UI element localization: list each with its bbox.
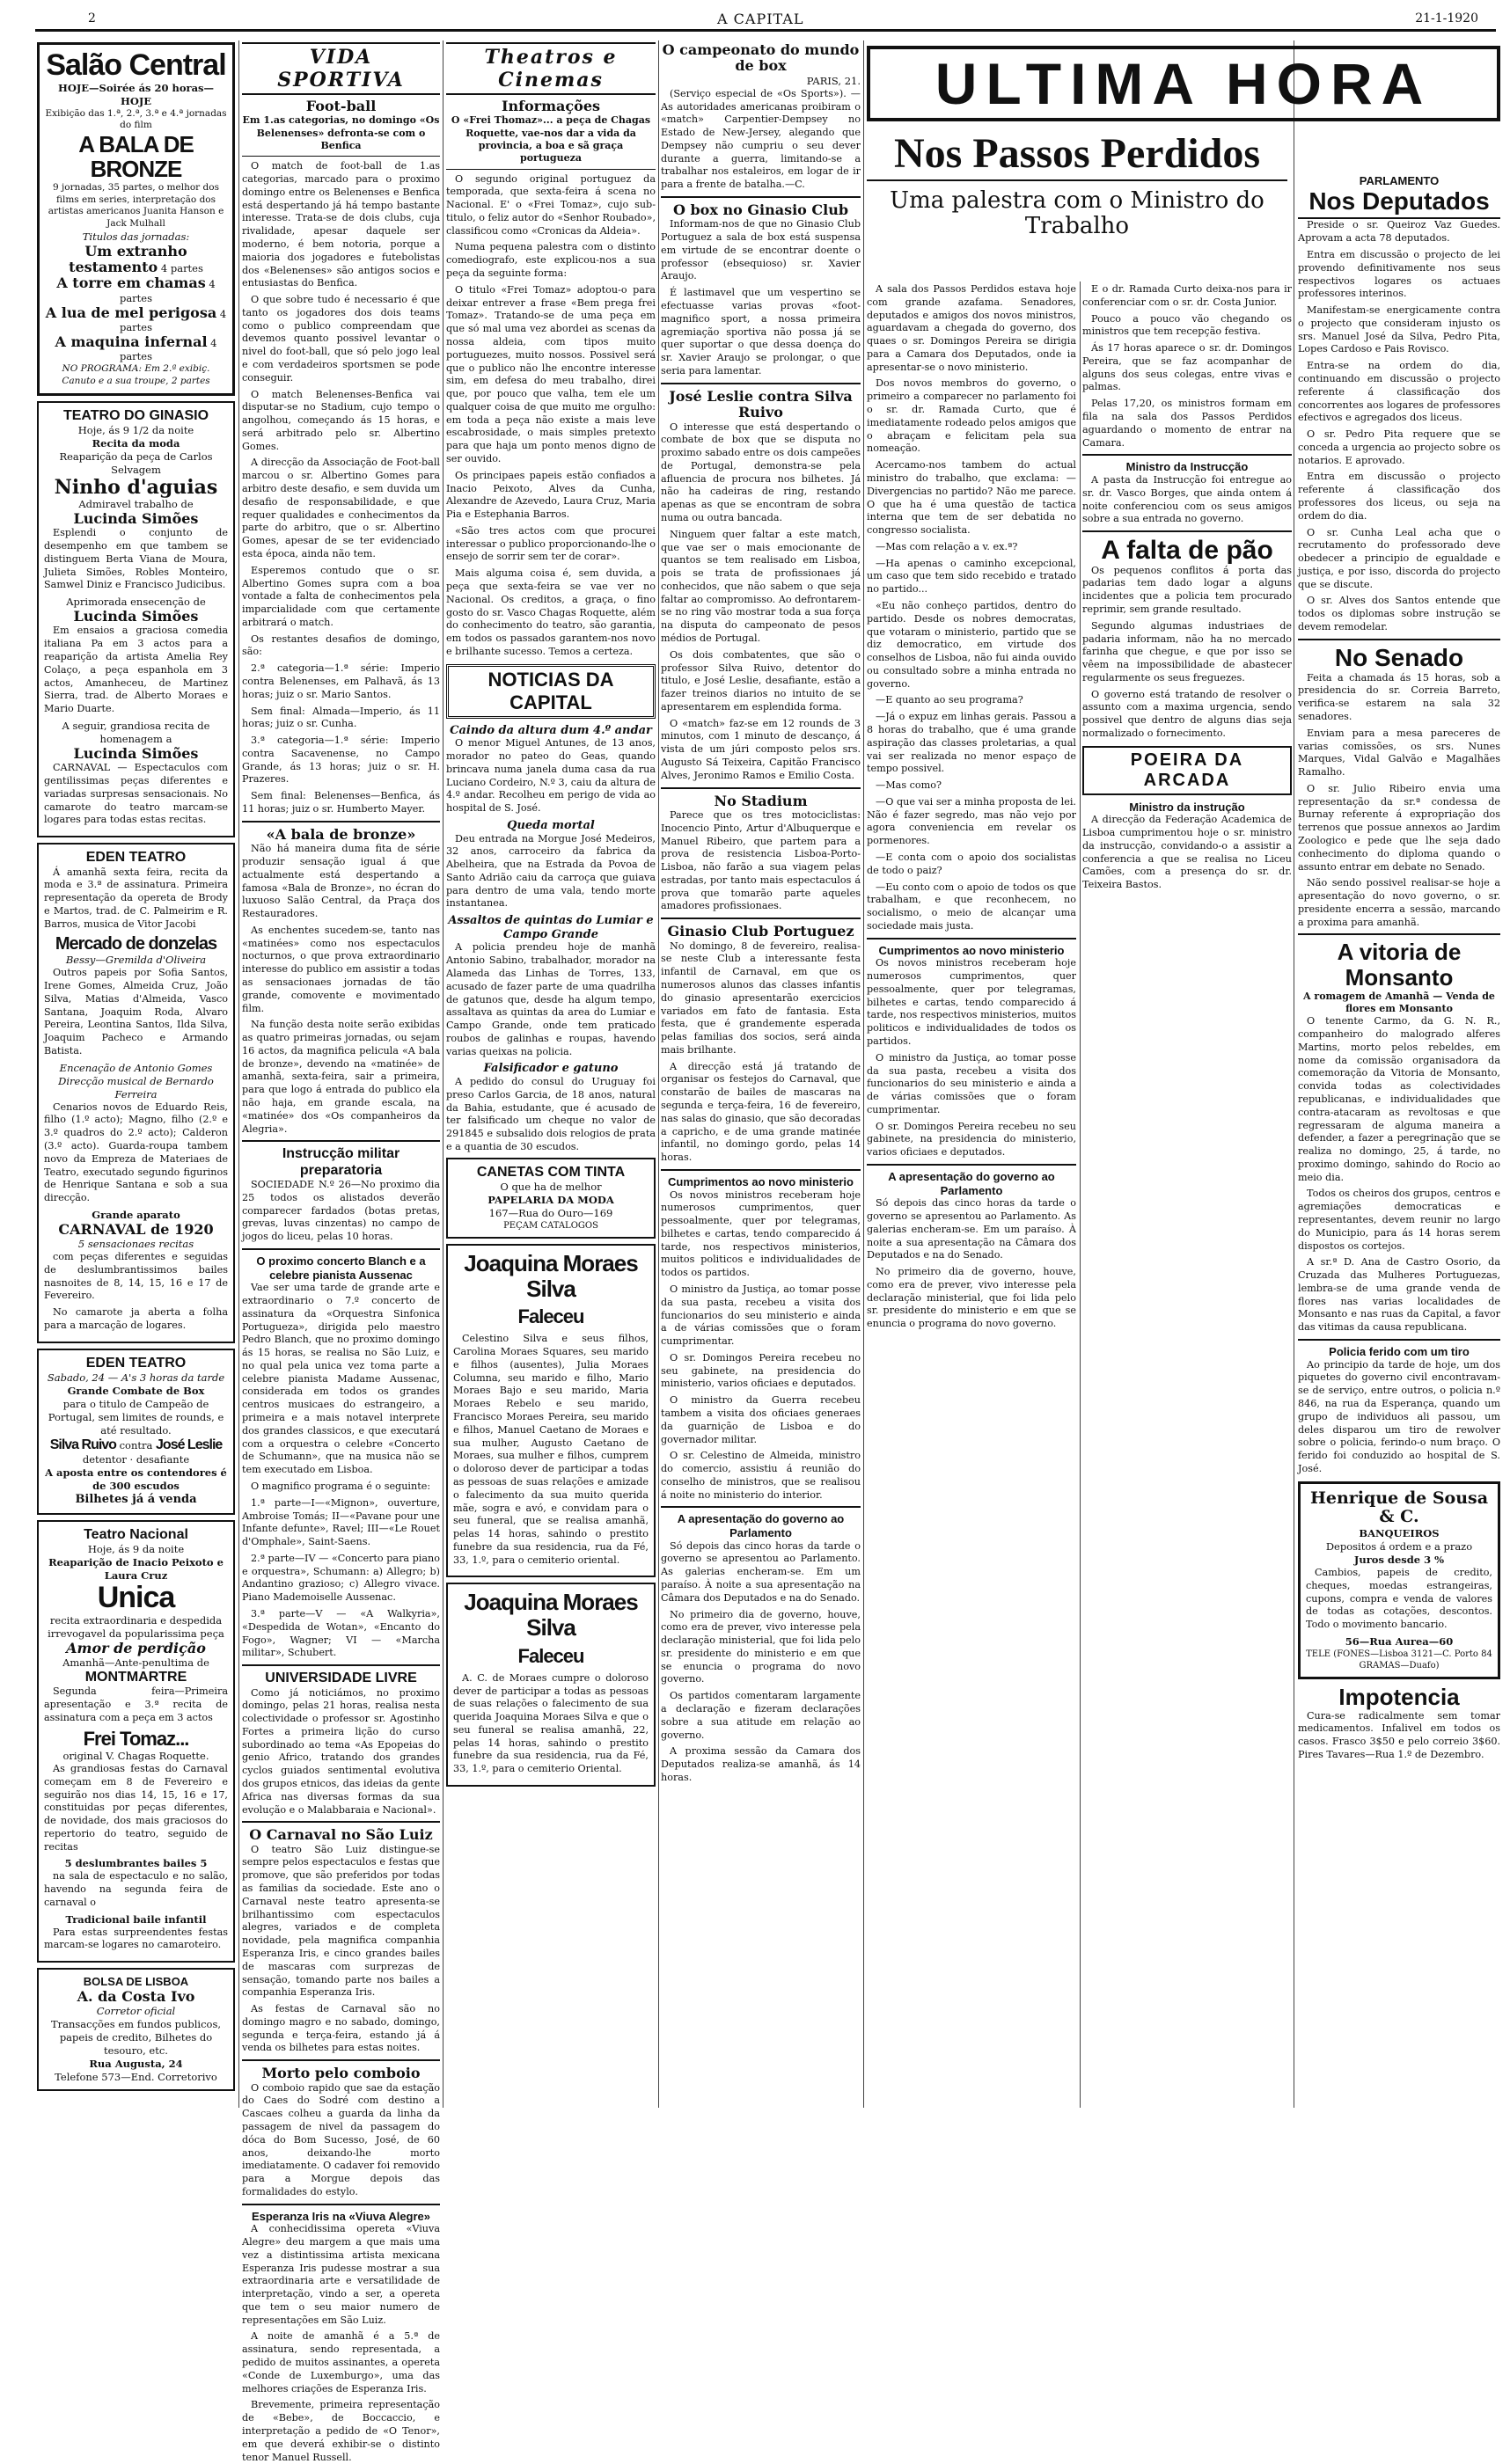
article-text: O ministro da Justiça, ao tomar posse da sua pasta, recebeu a visita dos funcionarios do seu ministerio e ainda a de várias comissões que o foram cumprimentar. [867,1051,1076,1115]
obituary-name: Joaquina Moraes Silva [464,1589,638,1641]
article-text: O que sobre tudo é necessario é que tanto os jogadores dos dois teams como o publico compreendam que devemos quanto possivel levantar o nivel do foot-ball, que só pelo jogo leal e com verdadeiros sportsmen se pode conseguir. [242,294,440,384]
column-sport [242,42,440,2463]
article-text: 3.ª categoria—1.ª série: Imperio contra Sacavenense, no Campo Grande, ás 13 horas; juiz o sr. H. Prazeres. [242,735,440,786]
ad-line: Reaparição da peça de Carlos Selvagem [59,450,213,476]
ad-line: Transacções em fundos publicos, papeis de credito, Bilhetes do tesouro, etc. [50,2018,222,2057]
article-headline: No Senado [1334,643,1464,671]
article-text: O sr. Celestino de Almeida, ministro do comercio, assistiu á reunião do conselho de ministros, que se realisou á noite no ministerio do interior. [661,1450,861,1501]
article-text: —E conta com o apoio dos socialistas de todo o paiz? [867,852,1076,876]
section-noticias-capital: NOTICIAS DA CAPITAL [446,664,656,719]
article-text: A sr.ª D. Ana de Castro Osorio, da Cruzada das Mulheres Portuguezas, lembra-se de uma grande venda de flores nas varias localidades de Monsanto e nas ruas da Capital, a favor das vitimas da causa republicana. [1298,1256,1500,1334]
article-text: 3.ª parte—V — «A Walkyria», «Despedida de Wotan», «Encanto do Fogo», Wagner; VI — «Marcha militar», Schubert. [242,1607,440,1659]
article-text: Os principaes papeis estão confiados a Inacio Peixoto, Alves da Cunha, Alexandre de Azevedo, Laura Cruz, Maria Pia e Estephania Barros. [446,469,656,521]
article-headline: «A bala de bronze» [266,825,416,843]
article-text: O segundo original portuguez da temporada, que sexta-feira á scena no Nacional. E' o «Frei Tomaz», cujo sub-titulo, o feliz autor do «Senhor Roubado», classificou como «Cronicas da Aldeia». [446,172,656,237]
article-headline: A falta de pão [1101,536,1273,566]
episode-line: Um extranho testamento 4 partes [69,242,203,275]
ad-line: 9 jornadas, 35 partes, o melhor dos films em series, interpretação dos artistas americanos Juanita Hanson e Jack Mulhall [48,182,224,229]
ad-line: O que ha de melhor [500,1181,602,1194]
article-headline: Falsificador e gatuno [483,1062,619,1076]
bolsa-lisboa-ad [37,1968,235,2091]
obituary-heading: Faleceu [517,1644,584,1667]
article-text: Pouco a pouco vão chegando os ministros que tem recepção festiva. [1082,312,1292,338]
article-headline: Esperanza Iris na «Viuva Alegre» [251,2209,431,2223]
ad-title: CANETAS COM TINTA [476,1164,626,1180]
column-ads [37,42,235,2109]
article-text: As festas de Carnaval são no domingo magro e no sabado, domingo, segunda e terça-feira, estando já á venda os bilhetes para estas noites. [242,2003,440,2054]
column-rule [238,40,239,2108]
article-text: 2.ª categoria—1.ª série: Imperio contra Belenenses, em Palhavã, ás 13 horas; juiz o sr. Mario Santos. [242,662,440,700]
article-text: SOCIEDADE N.º 26—No proximo dia 25 todos os alistados deverão comparecer fardados (botas pretas, grevas, luvas cinzentas) no campo de jogos do liceu, pelas 10 horas. [242,1179,440,1243]
ad-line: Corretor oficial [96,2005,176,2018]
article-text: Mais alguma coisa é, sem duvida, a peça que sexta-feira se vae ver no Nacional. Os creditos, a graça, o fino gosto do sr. Vasco Chagas Roquette, além do conhecimento do teatro, são garantia, em todos os passados garantem-nos novo e brilhante sucesso. Temos a certeza. [446,567,656,657]
article-text: A direcção da Federação Academica de Lisboa cumprimentou hoje o sr. ministro da instrucção, convidando-o a assistir a conferencia a que se realisa no Liceu Camões, com a presença do sr. dr. Teixeira Bastos. [1082,814,1292,891]
article-text: Ás 17 horas aparece o sr. dr. Domingos Pereira, que se faz acompanhar de alguns dos seus colegas, entre vivas e palmas. [1082,342,1292,393]
ad-line: Bessy—Gremilda d'Oliveira [65,954,207,967]
article-text: Preside o sr. Queiroz Vaz Guedes. Aprovam a acta 78 deputados. [1298,219,1500,245]
article-text: Enviam para a mesa pareceres de varias comissões, os srs. Nunes Marques, Vidal Galvão e Magalhães Ramalho. [1298,727,1500,779]
broker-name: A. da Costa Ivo [77,1987,195,2005]
ad-line: NO PROGRAMA: Em 2.ª exibiç. Canuto e a sua troupe, 2 partes [62,363,210,386]
ad-line: para o titulo de Campeão de Portugal, sem limites de rounds, e até resultado. [48,1398,224,1437]
ad-line: A seguir, grandiosa recita de homenagem a [62,719,210,745]
ad-line: BANQUEIROS [1359,1527,1440,1540]
issue-date: 21-1-1920 [1415,11,1478,26]
episode-line: A torre em chamas 4 partes [56,274,216,304]
article-text: Na função desta noite serão exibidas as quatro primeiras jornadas, ou sejam 16 actos, da magnifica pelicula «A bala de bronze», devendo na «matinée» de amanhã, sexta-feira, sair a primeira, para que logo á entrada do publico ela não haja, em grande escala, na «matinée» dos «Os companheiros da Alegria». [242,1019,440,1135]
column-sport-2 [661,42,861,2109]
article-text: Os novos ministros receberam hoje numerosos cumprimentos, quer pessoalmente, quer por telegramas, bilhetes e cartas, tendo comparecido á tarde, nos respectivos ministerios, muitos politicos e individualidades de todos os partidos. [867,957,1076,1047]
section-theatros-cinemas: Theatros e Cinemas [446,42,656,95]
ad-line: Amanhã—Ante-penultima de [62,1656,209,1670]
article-text: Entra em discussão o projecto de lei provendo definitivamente nos seus respectivos logares os actuaes professores interinos. [1298,248,1500,300]
ad-line: recita extraordinaria e despedida irrevogavel da popularissima peça [48,1613,224,1640]
article-headline: Assaltos de quintas do Lumiar e Campo Grande [448,914,654,941]
newspaper-name: A CAPITAL [717,11,804,27]
main-headline: Nos Passos Perdidos [867,132,1287,181]
article-text: —Eu conto com o apoio de todos os que trabalham, e que reconhecem, no socialismo, o meio de alcançar uma sociedade mais justa. [867,881,1076,932]
canetas-ad [446,1158,656,1239]
play-title: Amor de perdição [66,1639,206,1656]
ad-text: Esplendi o conjunto de desempenho em que tambem se distinguem Berta Viana de Moura, Julieta Simões, Robles Monteiro, Samwel Diniz e Francisco Judicibus. [44,527,228,591]
ad-line: Aprimorada ensecenção de [66,596,206,609]
actor-name: Lucinda Simões [73,509,199,527]
article-text: —E quanto ao seu programa? [876,694,1023,706]
article-headline: A apresentação do governo ao Parlamento [888,1170,1055,1197]
column-parlamento [1298,174,1500,2105]
ad-line: Exibição das 1.ª, 2.ª, 3.ª e 4.ª jornadas do film [45,107,227,131]
article-headline: Foot-ball [305,98,377,114]
play-title: Ninho d'aguias [54,475,218,499]
ad-text: na sala de espectaculo e no salão, havendo na segunda feira de carnaval o [44,1870,228,1908]
article-text: Cura-se radicalmente sem tomar medicamentos. Infalivel em todos os casos. Frasco 3$50 e pelo correio 3$60. Pires Tavares—Rua 1.º de Dezembro. [1298,1709,1500,1760]
article-text: O sr. Alves dos Santos entende que todos os diplomas sobre instrução se devem remodelar. [1298,595,1500,633]
ad-title: BOLSA DE LISBOA [83,1975,189,1989]
article-subhead: Em 1.as categorias, no domingo «Os Belenenses» defronta-se com o Benfica [242,114,440,151]
bank-name: Henrique de Sousa & C. [1309,1488,1489,1527]
ad-line: original V. Chagas Roquette. [62,1750,209,1763]
article-text: Não sendo possivel realisar-se hoje a apresentação do novo governo, o sr. presidente encerra a sessão, marcando a proxima para amanhã. [1298,877,1500,928]
ad-line: Titulos das jornadas: [82,230,190,243]
actor-name: Lucinda Simões [73,744,199,762]
play-title: MONTMARTRE [84,1670,187,1685]
article-text: Os novos ministros receberam hoje numerosos cumprimentos, quer pessoalmente, quer por telegramas, bilhetes e cartas, tendo comparecido á tarde, nos respectivos ministerios, muitos politicos e individualidades de todos os partidos. [661,1188,861,1279]
article-text: Entra-se na ordem do dia, continuando em discussão o projecto referente á classificação dos concorrentes aos logares de professores efectivos e agregados dos liceus. [1298,360,1500,424]
article-text: Sem final: Belenenses—Benfica, ás 11 horas; juiz o sr. Humberto Mayer. [242,790,440,815]
article-text: O titulo «Frei Tomaz» adoptou-o para deixar entrever a frase «Bem prega frei Tomaz». Tratando-se de uma peça em que só mal uma vez abordei as scenas da nossa aldeia, com tipos muito portuguezes, muito nossos. Possivel será que o publico não lhe encontre interesse sim, em defesa do meu trabalho, direi que, por pouco que valha, tem ele um qualquer coisa de que muito me orgulho: em toda a peça não existe a mais leve escabrosidade, o mais simples pretexto para que haja um ponto menos digno de ser ouvido. [446,283,656,464]
article-text: Ninguem quer faltar a este match, que vae ser o mais emocionante de quantos se tem realisado em Lisboa, pois se trata de profissionaes já conhecidos, que não sabem o que seja faltar ao compromisso. Ao defrontarem-se no ring vão mostrar toda a sua força na disputa do campeonato de pesos médios de Portugal. [661,528,861,645]
ad-line: Depositos á ordem e a prazo [1325,1540,1473,1554]
article-text: No domingo, 8 de fevereiro, realisa-se neste Club a interessante festa infantil de Carnaval, em que os numerosos alunos das classes infantis do ginasio apresentarão exercicios variados em fato de fantasia. Esta festa, que é grandemente esperada pelas familias dos socios, será ainda mais brilhante. [661,940,861,1056]
article-text: No primeiro dia de governo, houve, como era de prever, vivo interesse pela declaração ministerial, que foi lida pelo sr. presidente do ministerio e em que se enuncia o programa do novo governo. [867,1266,1076,1330]
article-text: A pedido do consul do Uruguay foi preso Carlos Garcia, de 18 anos, natural da Bahia, estudante, que é acusado de ter falsificado um cheque no valor de 291845 e subsalido dois relogios de prata e a quantia de 30 escudos. [446,1076,656,1152]
article-text: O comboio rapido que sae da estação do Caes do Sodré com destino a Cascaes colheu a guarda da linha da passagem de nivel da passagem do dóca do Bom Sucesso, José, de 60 anos, deixando-lhe morto imediatamente. O cadaver foi removido para a Morgue depois das formalidades do estylo. [242,2081,440,2197]
main-subheadline: Uma palestra com o Ministro do Trabalho [890,187,1264,239]
article-text: Os dois combatentes, que são o professor Silva Ruivo, detentor do titulo, e José Leslie, desafiante, estão a fazer treinos diarios no intuito de se apresentarem em esplendida forma. [661,648,861,713]
ad-line: PEÇAM CATALOGOS [503,1220,598,1231]
article-headline: Morto pelo comboio [261,2065,421,2082]
article-headline: Informações [502,98,600,114]
ad-line: Grande aparato [92,1208,180,1221]
article-headline: A vitoria de Monsanto [1337,939,1462,991]
column-rule [658,40,659,2108]
article-text: Ao principio da tarde de hoje, um dos piquetes do governo civil encontravam-se de serviço, entre outros, o policia n.º 846, na rua da Esperança, quando um grupo de individuos ali passou, um deles disparou um tiro de rewolver sobre o policia, ferindo-o num braço. O ferido foi conduzido ao hospital de S. José. [1298,1358,1500,1474]
article-headline: O campeonato do mundo de box [662,41,860,75]
ad-line: Hoje, ás 9 1/2 da noite [77,423,194,436]
article-text: Os partidos comentaram largamente a declaração e fizeram declarações sobre a sua atitude em relação ao governo. [661,1690,861,1741]
article-headline: Nos Deputados [1298,188,1500,220]
article-headline: Cumprimentos ao novo ministerio [878,943,1065,957]
ad-line: TELE (FONES—Lisboa 3121—C. Porto 84 GRAMAS—Duafo) [1306,1649,1492,1671]
article-text: O sr. Pedro Pita requere que se conceda a urgencia ao projecto sobre os notarios. E aprovado. [1298,428,1500,466]
obituary-2 [446,1583,656,1787]
article-text: Esperemos contudo que o sr. Albertino Gomes supra com a boa vontade a falta de conhecimentos pela imparcialidade com que certamente arbitrará o match. [242,564,440,628]
eden-teatro-ad [37,843,235,1343]
article-text: O tenente Carmo, da G. N. R., companheiro do malogrado alferes Martins, morto pelos rebeldes, em nome da comissão organisadora da comemoração da Vitoria de Monsanto, convida todas as colectividades republicanas, e individualidades que contra-atacaram as revoltosas e que regressaram de alguma maneira a defender, a fazer a peregrinação que se realiza no domingo, 25, á tarde, no proximo domingo, sahindo do Rocio ao meio dia. [1298,1015,1500,1183]
ad-line: 56—Rua Aurea—60 [1345,1635,1454,1649]
article-text: O governo está tratando de resolver o assunto com a maxima urgencia, sendo possivel que dentro de alguns dias seja normalizado o fornecimento. [1082,688,1292,739]
ginasio-ad [37,401,235,838]
ad-text: Segunda feira—Primeira apresentação e 3.ª recita de assinatura com a peça em 3 actos [44,1685,228,1724]
article-text: Sem final: Almada—Imperio, ás 11 horas; juiz o sr. Cunha. [242,705,440,730]
article-text: —Já o expuz em linhas gerais. Passou a 8 horas do trabalho, que é uma grande aspiração das classes proletarias, a qual vai ser realizada no menor espaço de tempo possivel. [867,711,1076,775]
article-text: Numa pequena palestra com o distinto comediografo, este explicou-nos a sua peça da seguinte forma: [446,241,656,280]
article-headline: UNIVERSIDADE LIVRE [265,1671,417,1686]
eden-box-ad [37,1349,235,1515]
article-text: 2.ª parte—IV — «Concerto para piano e orquestra», Schumann: a) Allegro; b) Andantino grazioso; c) Allegro vivace. Piano Mademoiselle Aussenac. [242,1552,440,1604]
obituary-heading: Faleceu [517,1305,584,1328]
article-text: 1.ª parte—I—«Mignon», ouverture, Ambroise Tomás; II—«Pavane pour une Infante defunte», Ravel; III—«Le Rouet d'Omphale», Saint-Saens. [242,1496,440,1548]
ad-title: TEATRO DO GINASIO [62,407,209,423]
article-text: Feita a chamada ás 15 horas, sob a presidencia do sr. Correia Barreto, verifica-se estarem na sala 32 senadores. [1298,671,1500,722]
article-headline: A apresentação do governo ao Parlamento [677,1512,845,1540]
article-text: A proxima sessão da Camara dos Deputados realiza-se amanhã, ás 14 horas. [661,1745,861,1783]
article-text: O sr. Domingos Pereira recebeu no seu gabinete, na presidencia do ministerio, varios oficiaes e deputados. [661,1351,861,1390]
article-subhead: O «Frei Thomaz»... a peça de Chagas Roquette, vae-nos dar a vida da provincia, a boa e sã graça portugueza [451,114,651,165]
ad-line: Tradicional baile infantil [65,1912,207,1926]
fighters-line: Silva Ruivo contra José Leslie [49,1437,223,1452]
ad-text: com peças diferentes e seguidas de deslumbrantissimos bailes nasnoites de 8, 14, 15, 16 e 17 de Fevereiro. [44,1251,228,1302]
running-head [35,9,1496,32]
ad-line: Admiravel trabalho de [78,497,194,510]
obituary-name: Joaquina Moraes Silva [464,1249,638,1302]
ad-title: EDEN TEATRO [85,850,187,866]
article-text: Manifestam-se energicamente contra o projecto que consideram injusto os srs. Manuel José da Silva, Pedro Pita, Lopes Cardoso e Pais Rovisco. [1298,304,1500,355]
article-headline: No Stadium [714,792,808,809]
article-text: Brevemente, primeira representação de «Bebe», de Boccaccio, e interpretação a pedido de «O Tenor», em que deverá exhibir-se o distinto tenor Manuel Russell. [242,2399,440,2463]
dateline: PARIS, 21. [806,74,861,87]
teatro-nacional-ad [37,1520,235,1963]
column-politics-2 [1082,283,1292,2108]
article-subhead: A romagem de Amanhã — Venda de flores em Monsanto [1303,990,1495,1014]
ad-line: Rua Augusta, 24 [89,2057,183,2070]
column-rule [1080,281,1081,2108]
play-title: Mercado de donzelas [55,934,217,954]
article-text: E o dr. Ramada Curto deixa-nos para ir conferenciar com o sr. dr. Costa Junior. [1082,283,1292,308]
article-text: O sr. Cunha Leal acha que o recrutamento do professorado deve obedecer a principio de egualdade e justiça, e por isso, discorda do projecto que se discute. [1298,526,1500,590]
ad-title: Salão Central [46,48,226,82]
article-text: O teatro São Luiz distingue-se sempre pelos espectaculos e festas que promove, que são preferidos por todas as familias da sociedade. Este ano o Carnaval neste teatro apresenta-se brilhantissimo com espectaculos alegres, variados e de completa novidade, pela magnifica companhia Esperanza Iris, e cinco grandes bailes de mascaras com surprezas de sensação, tomando parte nos bailes a companhia Esperanza Iris. [242,1843,440,1999]
article-headline: Policia ferido com um tiro [1329,1345,1470,1358]
article-text: A sala dos Passos Perdidos estava hoje com grande azafama. Senadores, deputados e amigos dos novos ministros, aguardavam a chegada do governo, dos quaes o sr. Domingos Pereira se dirigia para a Camara dos Deputados, onde ia apresentar-se o novo ministerio. [867,283,1076,373]
article-text: (Serviço especial de «Os Sports»). —As autoridades americanas proibiram o «match» Carpentier-Dempsey no Estado de New-Jersey, alegando que Dempsey não cumpriu o seu dever durante a guerra, limitando-se a trabalhar nos estaleiros, em logar de ir para a frente de batalha.—C. [661,87,861,191]
article-headline: Ministro da Instrucção [1125,460,1249,474]
article-text: Os restantes desafios de domingo, são: [242,632,440,658]
ad-line: 167—Rua do Ouro—169 [488,1207,613,1220]
column-theatres [446,42,656,2109]
article-text: No primeiro dia de governo, houve, como era de prever, vivo interesse pela declaração ministerial, que foi lida pelo sr. presidente do ministerio e em que se enuncia o programa do novo governo. [661,1608,861,1685]
article-text: O interesse que está despertando o combate de box que se disputa no proximo sabado entre os dois campeões de Portugal, demonstra-se pela afluencia de procura nos bilhetes. Já não ha cadeiras de ring, restando apenas as que se encontram de sobra numa ou outra bancada. [661,420,861,523]
article-headline: O box no Ginasio Club [672,201,849,218]
article-text: Não há maneira duma fita de série produzir sensação igual á que actualmente está despertando a famosa «Bala de Bronze», no écran do luxuoso Salão Central, da Praça dos Restauradores. [242,843,440,920]
ad-title: EDEN TEATRO [85,1355,187,1371]
ad-line: PAPELARIA DA MODA [487,1194,614,1207]
article-text: —O que vai ser a minha proposta de lei. Não é fazer segredo, mas não vejo por agora conveniencia em revelar os pormenores. [867,795,1076,847]
article-headline: O Carnaval no São Luiz [249,1826,433,1844]
ad-line: HOJE—Soirée ás 20 horas—HOJE [57,81,215,107]
ad-text: Em ensaios a graciosa comedia italiana Pa em 3 actos para a reaparição da artista Amelia Rey Colaço, a peça espanhola em 3 actos, Amanheceu, de Martinez Sierra, trad. de Alberto Moraes e Mario Duarte. [44,625,228,715]
page-number: 2 [88,11,96,26]
ad-line: 5 deslumbrantes bailes 5 [64,1857,208,1870]
salao-central-ad [37,42,235,396]
article-text: Deu entrada na Morgue José Medeiros, 32 anos, carroceiro da fabrica da Abelheira, que na Estrada da Povoa de Santo Adrião caiu da carroça que guiava para dentro de uma vala, tendo morte instantanea. [446,832,656,910]
article-text: —Mas com relação a v. ex.ª? [876,540,1018,552]
article-headline: Ginasio Club Portuguez [667,923,854,940]
article-text: É lastimavel que um vespertino se efectuasse varias provas «foot-magnifico sport, a nossa primeira agremiação sportiva não possa já se quer suportar o que dessa doença do sr. Xavier Araujo se prolongar, o que seria para lamentar. [661,287,861,377]
ad-text: As grandiosas festas do Carnaval começam em 8 de Fevereiro e seguirão nos dias 14, 15, 16 e 17, constituidas por peças diferentes, de novidade, dos mais graciosos do repertorio do teatro, seguido de recitas [44,1762,228,1853]
article-text: O sr. Julio Ribeiro envia uma representação da sr.ª condessa de Burnay referente á expropriação dos terrenos que possue annexos ao Jardim Zoologico e pede que lhe seja dado conhecimento do diploma quando o assunto entrar em debate no Senado. [1298,782,1500,873]
article-headline: Ministro da instrução [1129,800,1245,814]
ad-text: Á amanhã sexta feira, recita da moda e 3.ª de assinatura. Primeira representação da opereta de Brody e Martos, trad. de C. Palmeirim e R. Barros, musica de Vitor Jacobi [44,866,228,930]
ad-line: Reaparição de Inacio Peixoto e Laura Cruz [48,1556,224,1583]
article-text: Todos os cheiros dos grupos, centros e agremiações democraticas e representantes, devem reunir no largo do Municipio, para ás 14 horas serem dispostos os cortejos. [1298,1188,1500,1252]
article-text: Os pequenos conflitos á porta das padarias tem dado logar a alguns incidentes que a policia tem procurado reprimir, sem grande resultado. [1082,564,1292,615]
play-title: Frei Tomaz... [83,1727,189,1750]
ad-text: No camarote ja aberta a folha para a marcação de logares. [44,1306,228,1332]
article-text: A pasta da Instrucção foi entregue ao sr. dr. Vasco Borges, que ainda ontem á noite conferenciou com os seus amigos sobre a sua entrada no governo. [1082,473,1292,525]
article-text: Só depois das cinco horas da tarde o governo se apresentou ao Parlamento. As galerias encheram-se. Em um paraíso. À noite a sua apresentação na Câmara dos Deputados e na do Senado. [867,1197,1076,1261]
article-text: As enchentes sucedem-se, tanto nas «matinées» como nos espectaculos nocturnos, o que prova extraordinario interesse do publico em assistir a todas as sensacionaes jornadas de tão grande, comovente e movimentado film. [242,924,440,1014]
ad-line: A aposta entre os contendores é de 300 escudos [45,1466,227,1493]
section-vida-sportiva: VIDA SPORTIVA [242,42,440,95]
article-text: A policia prendeu hoje de manhã Antonio Sabino, trabalhador, morador na Alameda das Linhas de Torres, 133, acusado de fazer parte de uma quadrilha de gatunos que, desde ha algum tempo, assaltava as quintas da area do Lumiar e Campo Grande, onde tem praticado roubos de galinhas e roupas, havendo varias queixas na policia. [446,941,656,1057]
actor-name: Lucinda Simões [73,608,199,625]
article-text: Informam-nos de que no Ginasio Club Portuguez a sala de box está suspensa em virtude de se encontrar doente o professor (ebsequioso) sr. Xavier Araujo. [661,218,861,282]
article-text: Pelas 17,20, os ministros formam em fila na sala dos Passos Perdidos aguardando o momento de entrar na Camara. [1082,398,1292,449]
ad-line: Sabado, 24 — A's 3 horas da tarde [47,1371,225,1385]
article-text: O match de foot-ball de 1.as categorias, marcado para o proximo domingo entre os Belenenses e Benfica está despertando já há tempo bastante interesse. Trata-se de dois clubs, cuja rivalidade, apesar daquele ser moderno, é bem notoria, porque a maioria dos jogadores e futebolistas dos «Belenenses» são antigos socios e entusiastas do Benfica. [242,160,440,289]
obituary-text: A. C. de Moraes cumpre o doloroso dever de participar a todas as pessoas de suas relações o falecimento de sua querida Joaquina Moraes Silva e que o seu funeral se realisa amanhã, 22, pelas 14 horas, sahindo o prestito funebre da sua residencia, rua da Fé, 33, 1.º, para o cemiterio Oriental. [453,1671,649,1775]
film-title: A BALA DE BRONZE [78,130,194,183]
article-headline: Impotencia [1338,1683,1460,1710]
obituary-1 [446,1244,656,1577]
article-text: Parece que os tres motociclistas: Inocencio Pinto, Artur d'Albuquerque e Manuel Ribeiro, que partem para a prova de resistencia Lisboa-Porto-Lisboa, não farão a sua viagem pelas estradas, por tanto mais espectaculos á prova que tomarão parte aqueles amadores profissionaes. [661,809,861,912]
article-text: O match Belenenses-Benfica vai disputar-se no Stadium, cujo tempo o angolhou, começando ás 15 horas, e será arbitrado pelo sr. Albertino Gomes. [242,388,440,452]
ad-line: Direcção musical de Bernardo Ferreira [58,1074,214,1100]
ad-line: Grande Combate de Box [67,1385,205,1398]
ad-line: Encenação de Antonio Gomes [59,1061,213,1074]
episode-line: A maquina infernal 4 partes [55,333,217,363]
article-headline: José Leslie contra Silva Ruivo [669,387,853,421]
article-text: Entra em discussão o projecto referente á classificação dos professores dos liceus, ou seja na ordem do dia. [1298,471,1500,522]
ad-line: Telefone 573—End. Corretorivo [55,2070,217,2083]
article-text: O ministro da Justiça, ao tomar posse da sua pasta, recebeu a visita dos funcionarios do seu ministerio e ainda a de várias comissões que o foram cumprimentar. [661,1283,861,1348]
article-text: O sr. Domingos Pereira recebeu no seu gabinete, na presidencia do ministerio, varios oficiaes e deputados. [867,1120,1076,1159]
ad-text: Outros papeis por Sofia Santos, Irene Gomes, Almeida Cruz, João Silva, Matias d'Almeida, Vasco Santana, Joaquim Roda, Alvaro Pereira, Leontina Santos, Ilda Silva, Joaquim Pacheco e Armando Batista. [44,967,228,1057]
article-headline: Instrucção militar preparatoria [282,1146,400,1178]
ad-text: Cambios, papeis de credito, cheques, moedas estrangeiras, cupons, compra e venda de valores de todas as cotações, descontos. Todo o movimento bancario. [1306,1567,1492,1631]
passos-perdidos-header [867,132,1287,281]
ad-subtitle: CARNAVAL de 1920 [58,1220,214,1238]
obituary-text: Celestino Silva e seus filhos, Carolina Moraes Squares, seu marido e filhos (ausentes), Julia Moraes Columna, seu marido e filho, Mario Moraes Bajo e seu marido, Maria Moraes Rebelo e seu marido, Francisco Moraes Pereira, seu marido e filhos, Manuel Caetano de Moraes e sua mulher, Augusto Caetano de Moraes, sua mulher e filhos, cumprem o doloroso dever de participar a todas as pessoas de suas relações e amizade o falecimento da sua muito querida mãe, sogra e avó, e convidam para o seu funeral, que se realisa amanhã, pelas 14 horas, sahindo o prestito funebre da sua residencia, rua da Fé, 33, 1.º, para o cemiterio oriental. [453,1333,649,1566]
ad-text: CARNAVAL — Espectaculos com gentilissimas peças diferentes e variadas surpresas sensacionais. No camarote do teatro marcam-se logares para todas estas recitas. [44,762,228,826]
article-headline: O proximo concerto Blanch e a celebre pianista Aussenac [256,1254,426,1282]
article-text: O «match» faz-se em 12 rounds de 3 minutos, com 1 minuto de descanço, á vista de um júri composto pelos srs. Augusto Sá Teixeira, Capitão Francisco Alves, Jeronimo Ramos e Emilio Costa. [661,717,861,781]
section-poeira-arcada: POEIRA DA ARCADA [1082,746,1292,795]
ad-line: 5 sensacionaes recitas [77,1238,194,1251]
article-text: —Ha apenas o caminho excepcional, um caso que tem sido recebido e tratado no partido... [867,557,1076,596]
article-text: Segundo algumas industriaes de padaria informam, não ha no mercado farinha que chegue, e que por isso se vêem na impossibilidade de abastecer regularmente os seus freguezes. [1082,619,1292,684]
article-headline: Cumprimentos ao novo ministerio [668,1174,854,1188]
article-text: O ministro da Guerra recebeu tambem a visita dos oficiaes generaes da guarnição de Lisboa e do governador militar. [661,1394,861,1445]
article-text: «Eu não conheço partidos, dentro do partido. Desde os nobres democratas, que votaram o ministerio, partido que se diz democratico, em virtude dos conselhos de Lisboa, não fui ainda ouvido ou consultado sobre a minha entrada no governo. [867,599,1076,690]
ad-text: Cenarios novos de Eduardo Reis, filho (1.º acto); Magno, filho (2.º e 3.º quadros do 2.º acto); Calderon (3.º acto). Guarda-roupa tambem novo da Empreza de Materiaes de Teatro, executado segundo figurinos de Henrique Santana e sob a sua direcção. [44,1100,228,1204]
ultima-hora-banner: ULTIMA HORA [867,46,1500,121]
ad-title: Teatro Nacional [84,1527,188,1542]
article-text: A direcção está já tratando de organisar os festejos do Carnaval, que constarão de bailes de mascaras na segunda e terça-feira, 16 de fevereiro, nas salas do ginasio, que são decoradas a capricho, e de uma grande matinée infantil, no domingo gordo, pelas 14 horas. [661,1060,861,1164]
ad-text: Para estas surpreendentes festas marcam-se logares no camaroteiro. [44,1926,228,1951]
article-headline: Caindo da altura dum 4.º andar [450,723,652,737]
article-text: Como já noticiámos, no proximo domingo, pelas 21 horas, realisa nesta colectividade o professor sr. Agostinho Fortes a primeira lição do curso subordinado ao tema «As Epopeias do genio Africo, tratando dos grandes cyclos guiados sentimental evolutiva dos grupos etnicos, das ideias da gente Africa nas diversas formas da sua evolução e o Malabbaraia e Nacional». [242,1686,440,1816]
ad-line: Juros desde 3 % [1353,1554,1445,1567]
ad-line: Hoje, ás 9 da noite [87,1543,185,1556]
article-text: A noite de amanhã é a 5.ª de assinatura, sendo representada, a pedido de muitos assinantes, a opereta «Conde de Luxemburgo», uma das melhores criações de Esperanza Iris. [242,2330,440,2395]
section-parlamento: PARLAMENTO [1359,174,1440,187]
article-text: Dos novos membros do governo, o primeiro a comparecer no parlamento foi o sr. dr. Ramada Curto, que é imediatamente rodeado pelos amigos que o abraçam e felicitam pela sua nomeação. [867,377,1076,455]
article-text: O magnifico programa é o seguinte: [251,1480,431,1492]
article-text: A conhecidissima opereta «Viuva Alegre» deu margem a que mais uma vez a distintissima artista mexicana Esperanza Iris pudesse mostrar a sua extraordinaria arte e versatilidade de interpretação, vindo a ser, a opereta que tem o seu maior numero de representações em São Luiz. [242,2223,440,2326]
article-text: A direcção da Associação de Foot-ball marcou o sr. Albertino Gomes para arbitro deste desafio, e sem duvida um desafio de responsabilidade, e que requer qualidades e conhecimentos da parte do arbitro, que o sr. Albertino Gomes, apesar de se ter evidenciado esta época, ainda não tem. [242,457,440,559]
episode-line: A lua de mel perigosa 4 partes [45,303,227,334]
fighters-roles: detentor · desafiante [82,1453,190,1466]
ad-line: Bilhetes já á venda [75,1493,197,1507]
article-headline: Queda mortal [507,818,595,832]
article-text: O menor Miguel Antunes, de 13 anos, morador no pateo do Geas, quando brincava numa janela duma casa da rua Luciano Cordeiro, N.º 3, caiu da altura de 4.º andar. Recolheu em perigo de vida ao hospital de S. José. [446,737,656,815]
ad-line: Recita da moda [92,436,180,450]
column-politics-1 [867,283,1076,2108]
article-text: —Mas como? [876,779,942,792]
article-text: Vae ser uma tarde de grande arte e extraordinario o 7.º concerto de assinatura da «Orquestra Sinfonica Portugueza», dirigida pelo maestro Pedro Blanch, que no proximo domingo ás 15 horas, se realisa no São Luiz, e no qual pela unica vez toma parte a celebre pianista Madame Aussenac, considerada em todos os grandes centros musicaes do estrangeiro, a primeira e a mais notavel interprete dos grandes classicos, e que executará com a orquestra o celebre «Concerto de Schumann», que na musica não se tem executado em Lisboa. [242,1282,440,1476]
ad-big-word: Unica [97,1581,175,1615]
column-rule [863,40,864,2108]
article-text: Acercamo-nos tambem do actual ministro do trabalho, que exclama: —Divergencias no partido? Não me parece. O que ha é uma questão de tactica interna que tem de ser debatida no congresso socialista. [867,459,1076,537]
article-text: Só depois das cinco horas da tarde o governo se apresentou ao Parlamento. As galerias encheram-se. Em um paraíso. À noite a sua apresentação na Câmara dos Deputados e na do Senado. [661,1539,861,1604]
article-text: «São tres actos com que procurei interessar o publico proporcionando-lhe o ensejo de sorrir sem ter de corar». [446,524,656,563]
banqueiros-ad [1298,1481,1500,1679]
